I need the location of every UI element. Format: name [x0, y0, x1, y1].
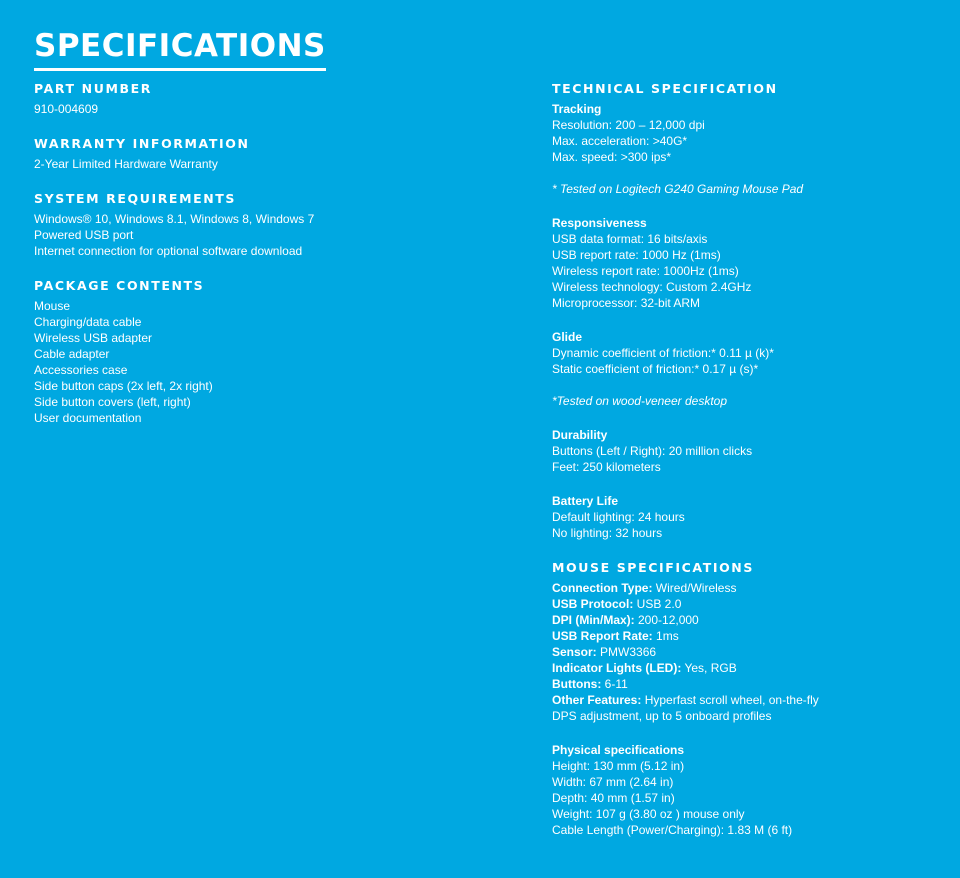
spec-row [552, 580, 942, 596]
spec-row [552, 596, 942, 612]
list-item: Wireless USB adapter [34, 331, 153, 345]
list-item: Max. acceleration: >40G* [552, 134, 688, 148]
list-item: USB report rate: 1000 Hz (1ms) [552, 248, 721, 262]
list-item: Internet connection for optional software download [34, 244, 303, 258]
right-column [552, 80, 942, 838]
package-contents-heading: PACKAGE CONTENTS [34, 278, 205, 293]
list-item: No lighting: 32 hours [552, 526, 663, 540]
spec-key: Sensor: [552, 645, 597, 659]
left-column [34, 80, 454, 426]
spec-continuation: DPS adjustment, up to 5 onboard profiles [552, 709, 772, 723]
list-item: Wireless report rate: 1000Hz (1ms) [552, 264, 739, 278]
spec-value: PMW3366 [596, 645, 657, 659]
spec-row [552, 628, 942, 644]
durability-label: Durability [552, 428, 608, 442]
battery-life-label: Battery Life [552, 494, 619, 508]
part-number-heading: PART NUMBER [34, 81, 152, 96]
glide-note: *Tested on wood-veneer desktop [552, 394, 728, 408]
spec-value: Hyperfast scroll wheel, on-the-fly [641, 693, 819, 707]
list-item: Accessories case [34, 363, 128, 377]
spec-row [552, 660, 942, 676]
spec-value: USB 2.0 [633, 597, 682, 611]
spec-value: 200-12,000 [634, 613, 699, 627]
list-item: Height: 130 mm (5.12 in) [552, 759, 685, 773]
spec-row [552, 644, 942, 660]
list-item: Side button covers (left, right) [34, 395, 191, 409]
list-item: Powered USB port [34, 228, 134, 242]
system-requirements-heading: SYSTEM REQUIREMENTS [34, 191, 237, 206]
spec-value: 1ms [652, 629, 679, 643]
list-item: Weight: 107 g (3.80 oz ) mouse only [552, 807, 745, 821]
spec-key: Connection Type: [552, 581, 653, 595]
spec-key: USB Report Rate: [552, 629, 653, 643]
list-item: Max. speed: >300 ips* [552, 150, 672, 164]
spec-key: DPI (Min/Max): [552, 613, 635, 627]
list-item: Wireless technology: Custom 2.4GHz [552, 280, 752, 294]
list-item: Depth: 40 mm (1.57 in) [552, 791, 675, 805]
spec-key: Indicator Lights (LED): [552, 661, 682, 675]
list-item: Side button caps (2x left, 2x right) [34, 379, 213, 393]
spec-value: 6-11 [601, 677, 628, 691]
spec-value: Yes, RGB [681, 661, 737, 675]
list-item: Cable Length (Power/Charging): 1.83 M (6 ft) [552, 823, 793, 837]
page-title: SPECIFICATIONS [34, 26, 326, 71]
warranty-heading: WARRANTY INFORMATION [34, 136, 250, 151]
list-item: Mouse [34, 299, 71, 313]
list-item: Static coefficient of friction:* 0.17 µ (s)* [552, 362, 759, 376]
technical-specification-heading: TECHNICAL SPECIFICATION [552, 81, 778, 96]
list-item: Default lighting: 24 hours [552, 510, 685, 524]
spec-key: Buttons: [552, 677, 602, 691]
list-item: Charging/data cable [34, 315, 142, 329]
responsiveness-label: Responsiveness [552, 216, 647, 230]
list-item: Cable adapter [34, 347, 110, 361]
list-item: Resolution: 200 – 12,000 dpi [552, 118, 705, 132]
part-number-value: 910-004609 [34, 102, 99, 116]
list-item: Feet: 250 kilometers [552, 460, 661, 474]
physical-specifications-label: Physical specifications [552, 743, 685, 757]
spec-row [552, 612, 942, 628]
list-item: Dynamic coefficient of friction:* 0.11 µ (k)* [552, 346, 774, 360]
list-item: Buttons (Left / Right): 20 million clicks [552, 444, 753, 458]
glide-label: Glide [552, 330, 583, 344]
list-item: User documentation [34, 411, 142, 425]
mouse-specifications-heading: MOUSE SPECIFICATIONS [552, 560, 754, 575]
spec-key: Other Features: [552, 693, 642, 707]
list-item: Windows® 10, Windows 8.1, Windows 8, Windows 7 [34, 212, 315, 226]
tracking-label: Tracking [552, 102, 602, 116]
spec-row [552, 692, 942, 708]
list-item: USB data format: 16 bits/axis [552, 232, 708, 246]
list-item: Width: 67 mm (2.64 in) [552, 775, 674, 789]
tracking-note: * Tested on Logitech G240 Gaming Mouse Pad [552, 182, 804, 196]
warranty-value: 2-Year Limited Hardware Warranty [34, 157, 218, 171]
spec-value: Wired/Wireless [652, 581, 737, 595]
list-item: Microprocessor: 32-bit ARM [552, 296, 701, 310]
spec-key: USB Protocol: [552, 597, 634, 611]
spec-row [552, 676, 942, 692]
